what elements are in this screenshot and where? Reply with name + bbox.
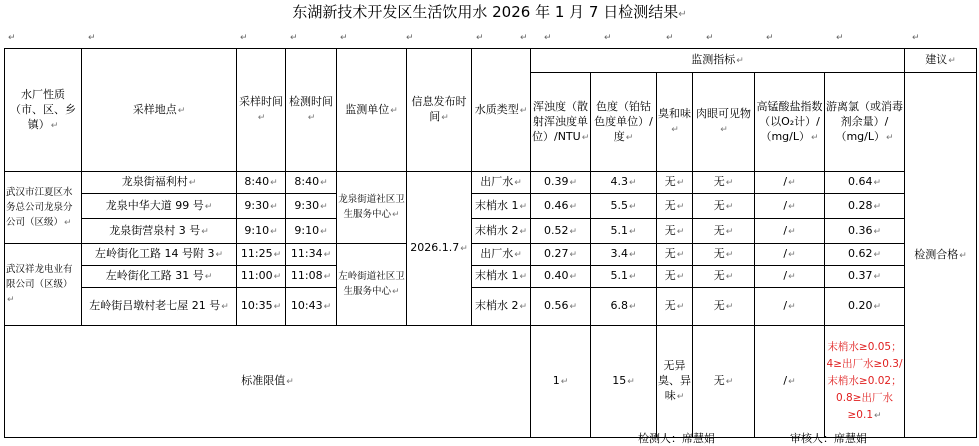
standard-odor: 无异臭、异味↵	[657, 326, 693, 438]
standard-permanganate: /↵	[755, 326, 825, 438]
column-marker-row: ↵ ↵ ↵ ↵ ↵ ↵ ↵ ↵ ↵ ↵ ↵ ↵ ↵ ↵ ↵	[8, 33, 920, 43]
turbidity-value: 0.46↵	[531, 194, 591, 219]
sample-time: 9:10↵	[237, 219, 286, 244]
plant-name: 武汉祥龙电业有限公司（区级）↵	[5, 244, 82, 326]
chlorine-value: 0.36↵	[825, 219, 905, 244]
color-value: 6.8↵	[591, 288, 657, 326]
test-time: 9:10↵	[286, 219, 337, 244]
turbidity-value: 0.56↵	[531, 288, 591, 326]
publish-date: 2026.1.7↵	[407, 172, 472, 326]
standard-turbidity: 1↵	[531, 326, 591, 438]
color-value: 5.1↵	[591, 219, 657, 244]
odor-value: 无↵	[657, 266, 693, 288]
header-chlorine: 游离氯（或消毒剂余量）/（mg/L）↵	[825, 73, 905, 172]
chlorine-value: 0.64↵	[825, 172, 905, 194]
standard-visible: 无↵	[693, 326, 755, 438]
visible-value: 无↵	[693, 172, 755, 194]
visible-value: 无↵	[693, 219, 755, 244]
sample-time: 11:25↵	[237, 244, 286, 266]
water-type: 末梢水 1↵	[472, 194, 531, 219]
reviewed-by: 审核人：席慧娟	[790, 432, 867, 445]
site-name: 左岭街化工路 14 号附 3↵	[82, 244, 237, 266]
advice-value: 检测合格↵	[905, 73, 977, 438]
standard-chlorine: 末梢水≥0.05；4≥出厂水≥0.3/末梢水≥0.02；0.8≥出厂水≥0.1↵	[825, 326, 905, 438]
water-type: 出厂水↵	[472, 244, 531, 266]
test-time: 11:08↵	[286, 266, 337, 288]
turbidity-value: 0.39↵	[531, 172, 591, 194]
test-time: 9:30↵	[286, 194, 337, 219]
permanganate-value: /↵	[755, 288, 825, 326]
header-unit: 监测单位↵	[337, 49, 407, 172]
sample-time: 11:00↵	[237, 266, 286, 288]
standard-color: 15↵	[591, 326, 657, 438]
visible-value: 无↵	[693, 288, 755, 326]
page-title: 东湖新技术开发区生活饮用水 2026 年 1 月 7 日检测结果↵	[292, 3, 687, 21]
visible-value: 无↵	[693, 266, 755, 288]
turbidity-value: 0.40↵	[531, 266, 591, 288]
sample-time: 8:40↵	[237, 172, 286, 194]
header-permanganate: 高锰酸盐指数（以O₂计）/（mg/L）↵	[755, 73, 825, 172]
sample-time: 9:30↵	[237, 194, 286, 219]
chlorine-value: 0.28↵	[825, 194, 905, 219]
water-type: 末梢水 2↵	[472, 288, 531, 326]
site-name: 左岭街吕墩村老七屋 21 号↵	[82, 288, 237, 326]
tested-by: 检测人：席慧娟	[638, 432, 715, 445]
header-turbidity: 浑浊度（散射浑浊度单位）/NTU↵	[531, 73, 591, 172]
color-value: 5.5↵	[591, 194, 657, 219]
odor-value: 无↵	[657, 194, 693, 219]
odor-value: 无↵	[657, 219, 693, 244]
site-name: 龙泉街营泉村 3 号↵	[82, 219, 237, 244]
standard-label: 标准限值↵	[5, 326, 531, 438]
header-color: 色度（铂钴色度单位）/度↵	[591, 73, 657, 172]
header-visible: 肉眼可见物↵	[693, 73, 755, 172]
water-type: 出厂水↵	[472, 172, 531, 194]
header-sample-time: 采样时间↵	[237, 49, 286, 172]
permanganate-value: /↵	[755, 266, 825, 288]
water-type: 末梢水 2↵	[472, 219, 531, 244]
test-time: 8:40↵	[286, 172, 337, 194]
header-water-type: 水质类型↵	[472, 49, 531, 172]
monitoring-unit: 龙泉街道社区卫生服务中心↵	[337, 172, 407, 244]
visible-value: 无↵	[693, 194, 755, 219]
header-advice: 建议↵	[905, 49, 977, 73]
test-time: 11:34↵	[286, 244, 337, 266]
color-value: 5.1↵	[591, 266, 657, 288]
site-name: 左岭街化工路 31 号↵	[82, 266, 237, 288]
header-odor: 臭和味↵	[657, 73, 693, 172]
odor-value: 无↵	[657, 172, 693, 194]
sample-time: 10:35↵	[237, 288, 286, 326]
chlorine-value: 0.62↵	[825, 244, 905, 266]
header-site: 采样地点↵	[82, 49, 237, 172]
header-indicators: 监测指标↵	[531, 49, 905, 73]
visible-value: 无↵	[693, 244, 755, 266]
color-value: 4.3↵	[591, 172, 657, 194]
permanganate-value: /↵	[755, 172, 825, 194]
plant-name: 武汉市江夏区水务总公司龙泉分公司（区级）↵	[5, 172, 82, 244]
header-publish-time: 信息发布时间↵	[407, 49, 472, 172]
chlorine-value: 0.20↵	[825, 288, 905, 326]
color-value: 3.4↵	[591, 244, 657, 266]
turbidity-value: 0.52↵	[531, 219, 591, 244]
permanganate-value: /↵	[755, 219, 825, 244]
odor-value: 无↵	[657, 244, 693, 266]
permanganate-value: /↵	[755, 244, 825, 266]
site-name: 龙泉中华大道 99 号↵	[82, 194, 237, 219]
water-type: 末梢水 1↵	[472, 266, 531, 288]
test-time: 10:43↵	[286, 288, 337, 326]
permanganate-value: /↵	[755, 194, 825, 219]
turbidity-value: 0.27↵	[531, 244, 591, 266]
header-plant: 水厂性质（市、区、乡镇）↵	[5, 49, 82, 172]
site-name: 龙泉街福利村↵	[82, 172, 237, 194]
chlorine-value: 0.37↵	[825, 266, 905, 288]
monitoring-unit: 左岭街道社区卫生服务中心↵	[337, 244, 407, 326]
results-table	[4, 48, 977, 438]
odor-value: 无↵	[657, 288, 693, 326]
header-test-time: 检测时间↵	[286, 49, 337, 172]
